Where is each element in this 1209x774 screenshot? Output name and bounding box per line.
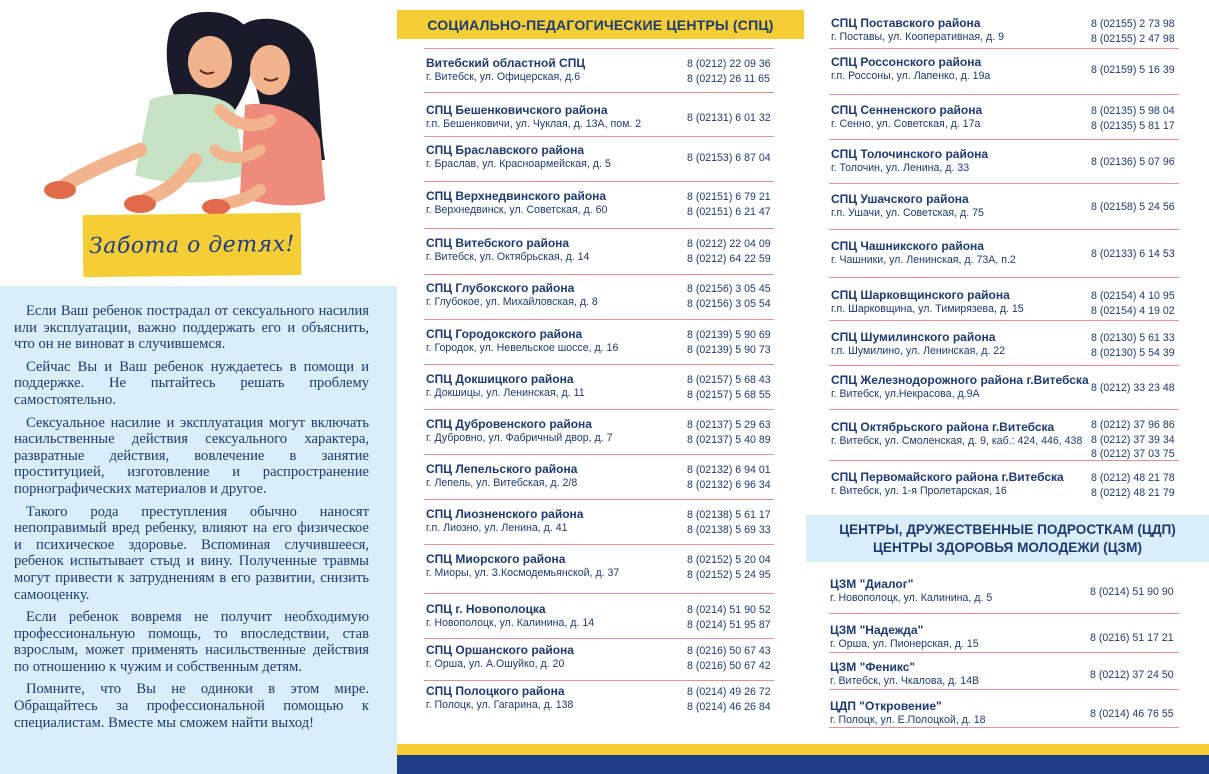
phone-number: 8 (02135) 5 81 17: [1091, 119, 1175, 132]
phone-number: 8 (0212) 48 21 79: [1091, 486, 1175, 499]
center-phones: [1091, 331, 1175, 360]
center-name: СПЦ Дубровенского района: [426, 417, 592, 431]
center-name: СПЦ Октябрьского района г.Витебска: [831, 420, 1055, 434]
center-name: СПЦ Россонского района: [831, 55, 982, 69]
center-address: г. Витебск, ул.Некрасова, д.9А: [831, 388, 980, 400]
phone-number: 8 (0212) 48 21 78: [1091, 472, 1175, 484]
phone-number: 8 (02157) 5 68 43: [687, 374, 771, 386]
center-phones: [687, 57, 771, 86]
phone-number: 8 (02139) 5 90 69: [687, 329, 771, 341]
center-name: СПЦ Витебского района: [426, 236, 570, 250]
intro-paragraph: Если ребенок вовремя не получит необходимую профессиональную помощь, то впоследствии, став взрослым, может применять насильственные действия по отношению к чужим и собственным детям.: [14, 609, 369, 675]
row-separator: [424, 593, 774, 594]
phone-number: 8 (02151) 6 79 21: [687, 191, 771, 203]
phone-number: 8 (02132) 6 94 01: [687, 464, 771, 476]
center-address: г.п. Ушачи, ул. Советская, д. 75: [831, 207, 984, 219]
phone-number: 8 (02130) 5 54 39: [1091, 346, 1175, 359]
center-address: г.п. Лиозно, ул. Ленина, д. 41: [426, 522, 568, 534]
cdp-header-line-2: ЦЕНТРЫ ЗДОРОВЬЯ МОЛОДЕЖИ (ЦЗМ): [872, 539, 1143, 555]
center-address: г. Витебск, ул. Октябрьская, д. 14: [426, 251, 590, 263]
center-address: г. Витебск, ул. Смоленская, д. 9, каб.: 424, 446, 438: [831, 435, 1083, 447]
center-name: СПЦ Чашникского района: [831, 239, 984, 253]
bottom-stripe-blue: [397, 755, 1209, 774]
center-phones: [1091, 17, 1175, 46]
center-name: ЦЗМ "Надежда": [830, 623, 924, 637]
intro-paragraph: Помните, что Вы не одиноки в этом мире. Обращайтесь за профессиональной помощью к специалистам. Вместе мы сможем найти выход!: [14, 681, 369, 731]
phone-number: 8 (02159) 5 16 39: [1091, 64, 1175, 76]
center-address: г. Городок, ул. Невельское шоссе, д. 16: [426, 342, 619, 354]
row-separator: [424, 544, 774, 545]
center-address: г. Витебск, ул. Чкалова, д. 14В: [830, 675, 980, 687]
phone-number: 8 (02137) 5 40 89: [687, 433, 771, 446]
center-phones: [687, 685, 771, 714]
phone-number: 8 (02130) 5 61 33: [1091, 332, 1175, 344]
intro-text-box: [0, 286, 397, 774]
row-separator: [829, 277, 1179, 278]
center-address: г. Толочин, ул. Ленина, д. 33: [831, 162, 970, 174]
center-phones: [1090, 668, 1174, 683]
row-separator: [424, 499, 774, 500]
center-phones: [1091, 381, 1175, 396]
center-name: СПЦ Миорского района: [426, 552, 566, 566]
center-name: СПЦ Верхнедвинского района: [426, 189, 607, 203]
phone-number: 8 (02135) 5 98 04: [1091, 105, 1175, 117]
phone-number: 8 (02151) 6 21 47: [687, 205, 771, 218]
center-name: СПЦ Городокского района: [426, 327, 583, 341]
phone-number: 8 (0214) 51 90 90: [1090, 586, 1174, 598]
phone-number: 8 (02156) 3 05 54: [687, 297, 771, 310]
phone-number: 8 (02139) 5 90 73: [687, 343, 771, 356]
row-separator: [424, 680, 774, 681]
center-phones: [687, 111, 771, 126]
row-separator: [829, 689, 1179, 690]
center-phones: [1090, 707, 1174, 722]
center-name: Витебский областной СПЦ: [426, 56, 586, 70]
phone-number: 8 (02138) 5 61 17: [687, 509, 771, 521]
phone-number: 8 (0216) 51 17 21: [1090, 632, 1174, 644]
center-name: СПЦ г. Новополоцка: [426, 602, 546, 616]
center-phones: [1091, 200, 1175, 215]
row-separator: [829, 409, 1179, 410]
phone-number: 8 (0214) 46 76 55: [1090, 708, 1174, 720]
intro-paragraph: Сейчас Вы и Ваш ребенок нуждаетесь в помощи и поддержке. Не пытайтесь решать проблему самостоятельно.: [14, 358, 369, 408]
row-separator: [829, 139, 1179, 140]
center-name: СПЦ Шумилинского района: [831, 330, 996, 344]
center-address: г. Новополоцк, ул. Калинина, д. 14: [426, 617, 595, 629]
cdp-header-line-1: ЦЕНТРЫ, ДРУЖЕСТВЕННЫЕ ПОДРОСТКАМ (ЦДП): [839, 521, 1176, 537]
phone-number: 8 (02132) 6 96 34: [687, 478, 771, 491]
center-address: г. Орша, ул. А.Ошуйко, д. 20: [426, 658, 565, 670]
cdp-section-header: [806, 515, 1209, 562]
center-address: г. Орша, ул. Пионерская, д. 15: [830, 638, 979, 650]
phone-number: 8 (0214) 46 26 84: [687, 700, 771, 713]
center-name: СПЦ Браславского района: [426, 143, 585, 157]
center-name: СПЦ Докшицкого района: [426, 372, 574, 386]
center-name: СПЦ Толочинского района: [831, 147, 989, 161]
center-address: г. Дубровно, ул. Фабричный двор, д. 7: [426, 432, 613, 444]
center-phones: [1091, 418, 1175, 462]
phone-number: 8 (02152) 5 20 04: [687, 554, 771, 566]
center-address: г. Полоцк, ул. Гагарина, д. 138: [426, 699, 574, 711]
center-name: СПЦ Лепельского района: [426, 462, 578, 476]
row-separator: [424, 638, 774, 639]
phone-number: 8 (0212) 33 23 48: [1091, 382, 1175, 394]
center-name: ЦДП "Откровение": [830, 699, 942, 713]
phone-number: 8 (02153) 6 87 04: [687, 152, 771, 164]
center-name: СПЦ Шарковщинского района: [831, 288, 1010, 302]
center-name: ЦЗМ "Феникс": [830, 660, 916, 674]
center-address: г. Сенно, ул. Советская, д. 17а: [831, 118, 981, 130]
phone-number: 8 (02157) 5 68 55: [687, 388, 771, 401]
center-name: СПЦ Лиозненского района: [426, 507, 584, 521]
phone-number: 8 (02154) 4 19 02: [1091, 304, 1175, 317]
phone-number: 8 (02155) 2 47 98: [1091, 32, 1175, 45]
center-address: г. Верхнедвинск, ул. Советская, д. 60: [426, 204, 608, 216]
phone-number: 8 (02158) 5 24 56: [1091, 201, 1175, 213]
center-address: г. Лепель, ул. Витебская, д. 2/8: [426, 477, 578, 489]
phone-number: 8 (0212) 37 39 34: [1091, 433, 1175, 446]
center-phones: [1090, 631, 1174, 646]
center-address: г.п. Россоны, ул. Лапенко, д. 19а: [831, 70, 991, 82]
center-name: СПЦ Оршанского района: [426, 643, 574, 657]
phone-number: 8 (02138) 5 69 33: [687, 523, 771, 536]
phone-number: 8 (0212) 64 22 59: [687, 252, 771, 265]
center-address: г. Чашники, ул. Ленинская, д. 73А, п.2: [831, 254, 1016, 266]
row-separator: [424, 92, 774, 93]
row-separator: [424, 48, 774, 49]
row-separator: [829, 727, 1179, 728]
center-phones: [687, 603, 771, 632]
spc-section-header: СОЦИАЛЬНО-ПЕДАГОГИЧЕСКИЕ ЦЕНТРЫ (СПЦ): [397, 10, 804, 39]
phone-number: 8 (02136) 5 07 96: [1091, 156, 1175, 168]
center-address: г. Миоры, ул. З.Космодемьянской, д. 37: [426, 567, 620, 579]
left-panel: [0, 0, 397, 774]
row-separator: [424, 454, 774, 455]
center-address: г. Поставы, ул. Кооперативная, д. 9: [831, 31, 1005, 43]
center-phones: [1091, 471, 1175, 500]
center-name: СПЦ Первомайского района г.Витебска: [831, 470, 1064, 484]
row-separator: [424, 319, 774, 320]
phone-number: 8 (02155) 2 73 98: [1091, 18, 1175, 30]
center-address: г. Витебск, ул. Офицерская, д.6: [426, 71, 581, 83]
center-name: СПЦ Поставского района: [831, 16, 981, 30]
bottom-stripe-yellow: [397, 744, 1209, 755]
phone-number: 8 (0212) 37 03 75: [1091, 448, 1175, 460]
center-phones: [1090, 585, 1174, 600]
center-address: г.п. Шарковщина, ул. Тимирязева, д. 15: [831, 303, 1024, 315]
phone-number: 8 (0212) 26 11 65: [687, 72, 770, 85]
center-phones: [1091, 104, 1175, 133]
center-phones: [687, 282, 771, 311]
center-address: г.п. Шумилино, ул. Ленинская, д. 22: [831, 345, 1006, 357]
phone-number: 8 (0214) 51 90 52: [687, 604, 771, 616]
center-phones: [687, 151, 771, 166]
center-address: г. Докшицы, ул. Ленинская, д. 11: [426, 387, 585, 399]
banner-text: Забота о детях!: [88, 231, 296, 259]
center-phones: [687, 328, 771, 357]
intro-paragraph: Сексуальное насилие и эксплуатация могут включать насильственные действия сексуального характера, развратные действия, вовлечение в занятие проституцией, изготовление и распространение порнографических материалов и другое.: [14, 414, 369, 497]
center-phones: [687, 190, 771, 219]
row-separator: [424, 181, 774, 182]
row-separator: [829, 365, 1179, 366]
center-phones: [1091, 63, 1175, 78]
center-address: г. Витебск, ул. 1-я Пролетарская, 16: [831, 485, 1007, 497]
row-separator: [829, 320, 1179, 321]
center-address: г.п. Бешенковичи, ул. Чуклая, д. 13А, пом. 2: [426, 118, 642, 130]
phone-number: 8 (02131) 6 01 32: [687, 112, 771, 124]
row-separator: [829, 613, 1179, 614]
row-separator: [424, 364, 774, 365]
row-separator: [424, 409, 774, 410]
center-phones: [1091, 247, 1175, 262]
center-phones: [687, 237, 771, 266]
phone-number: 8 (0212) 37 96 86: [1091, 419, 1175, 431]
center-phones: [687, 373, 771, 402]
phone-number: 8 (02133) 6 14 53: [1091, 248, 1175, 260]
row-separator: [829, 460, 1179, 461]
center-phones: [687, 463, 771, 492]
phone-number: 8 (0214) 49 26 72: [687, 686, 771, 698]
center-phones: [687, 508, 771, 537]
phone-number: 8 (0212) 22 04 09: [687, 238, 771, 250]
center-phones: [687, 553, 771, 582]
center-name: СПЦ Бешенковичского района: [426, 103, 608, 117]
center-phones: [1091, 155, 1175, 170]
phone-number: 8 (0212) 37 24 50: [1090, 669, 1174, 681]
center-name: ЦЗМ "Диалог": [830, 577, 914, 591]
row-separator: [829, 229, 1179, 230]
center-name: СПЦ Полоцкого района: [426, 684, 565, 698]
center-address: г. Новополоцк, ул. Калинина, д. 5: [830, 592, 993, 604]
intro-paragraph: Если Ваш ребенок пострадал от сексуального насилия или эксплуатации, важно поддержать его и объяснить, что он не виноват в случившемся.: [14, 303, 369, 353]
phone-number: 8 (0212) 22 09 36: [687, 58, 771, 70]
phone-number: 8 (0216) 50 67 42: [687, 659, 771, 672]
center-phones: [687, 418, 771, 447]
center-name: СПЦ Глубокского района: [426, 281, 575, 295]
center-address: г. Браслав, ул. Красноармейская, д. 5: [426, 158, 611, 170]
intro-paragraph: Такого рода преступления обычно наносят непоправимый вред ребенку, влияют на его физическое и психическое здоровье. Вспоминая случившееся, ребенок испытывает стыд и вину. Полученные травмы могут привести к затруднениям в его развитии, снизить самооценку.: [14, 503, 369, 603]
row-separator: [424, 228, 774, 229]
center-address: г. Глубокое, ул. Михайловская, д. 8: [426, 296, 598, 308]
phone-number: 8 (0214) 51 95 87: [687, 618, 771, 631]
center-name: СПЦ Сенненского района: [831, 103, 983, 117]
caring-banner: [83, 213, 302, 277]
center-address: г. Полоцк, ул. Е.Полоцкой, д. 18: [830, 714, 986, 726]
phone-number: 8 (02156) 3 05 45: [687, 283, 771, 295]
row-separator: [424, 274, 774, 275]
row-separator: [829, 48, 1179, 49]
phone-number: 8 (02137) 5 29 63: [687, 419, 771, 431]
two-girls-hugging-illustration: [20, 0, 350, 220]
phone-number: 8 (0216) 50 67 43: [687, 645, 771, 657]
center-phones: [1091, 289, 1175, 318]
row-separator: [829, 94, 1179, 95]
phone-number: 8 (02152) 5 24 95: [687, 568, 771, 581]
center-phones: [687, 644, 771, 673]
row-separator: [829, 183, 1179, 184]
row-separator: [829, 652, 1179, 653]
row-separator: [424, 136, 774, 137]
center-name: СПЦ Ушачского района: [831, 192, 969, 206]
center-name: СПЦ Железнодорожного района г.Витебска: [831, 373, 1089, 387]
phone-number: 8 (02154) 4 10 95: [1091, 290, 1175, 302]
